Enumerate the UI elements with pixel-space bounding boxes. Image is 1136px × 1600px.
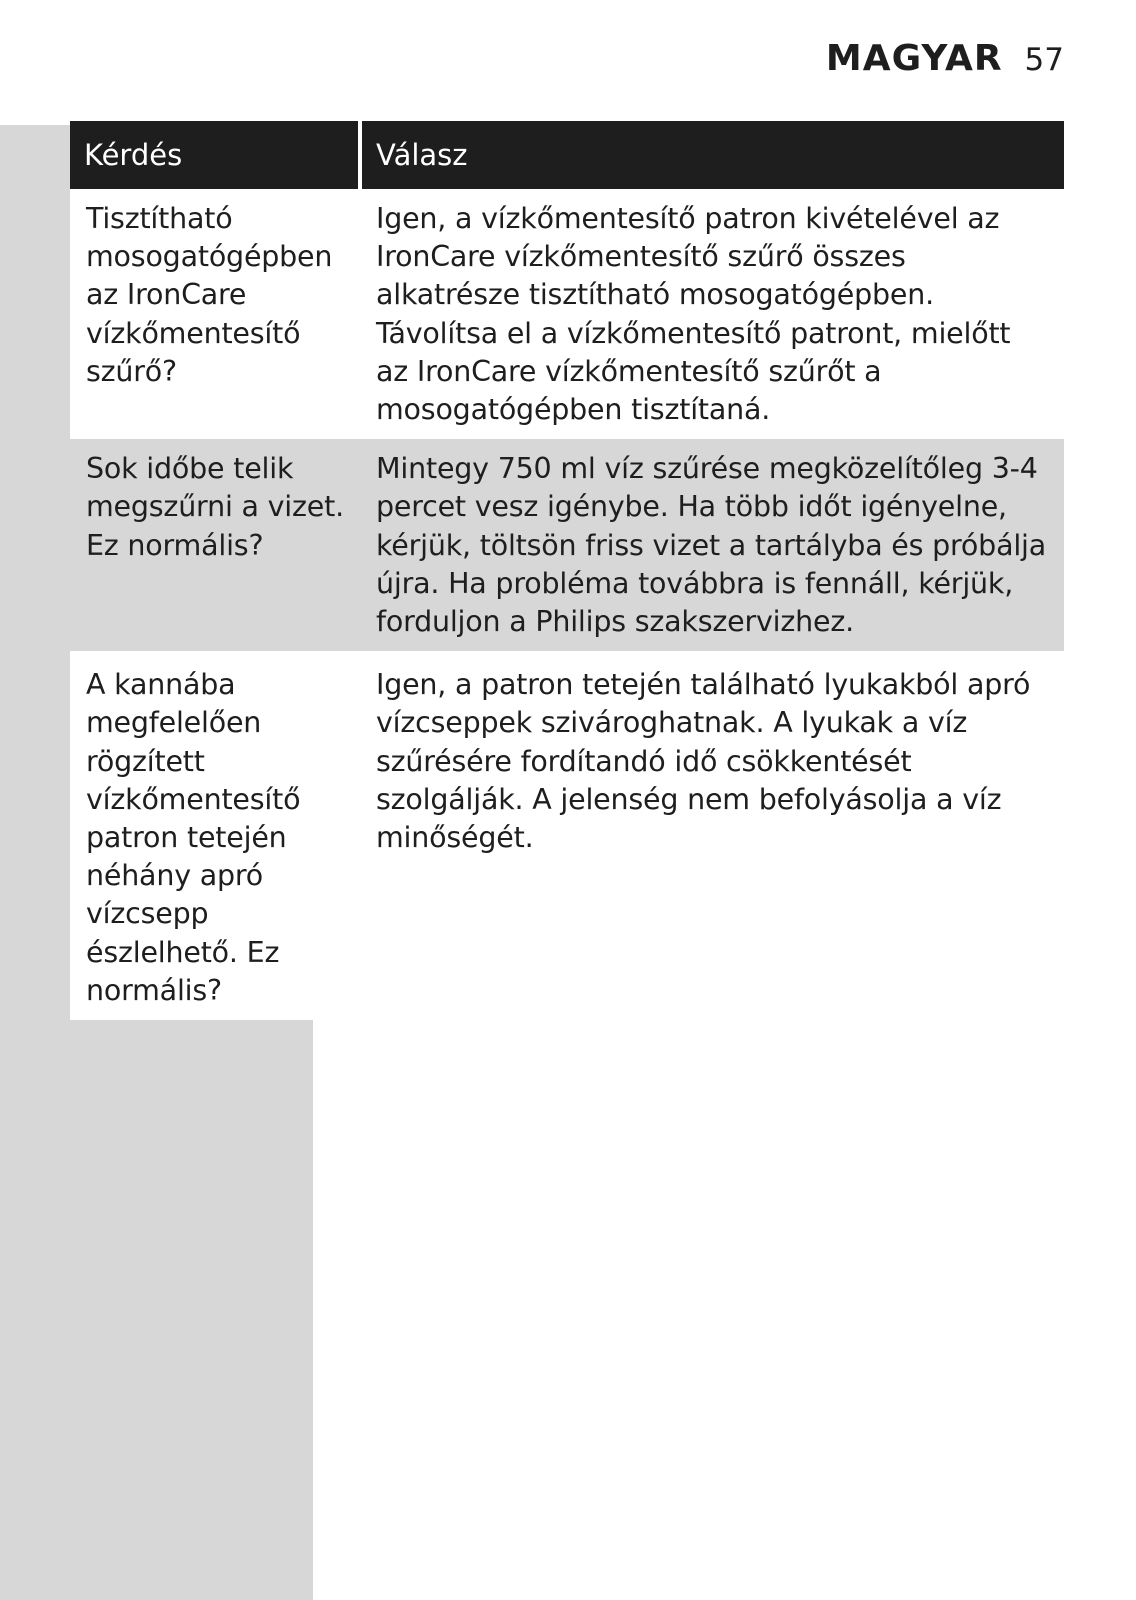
question-cell: Tisztítható mosogatógépben az IronCare vízkőmentesítő szűrő? — [70, 189, 360, 439]
page-header — [826, 38, 1064, 79]
table-header-row — [70, 121, 1064, 189]
column-header-answer: Válasz — [360, 121, 1064, 189]
section-title: MAGYAR — [825, 38, 1003, 79]
table-row — [70, 439, 1064, 651]
table-row — [70, 189, 1064, 439]
question-cell: A kannába megfelelően rögzített vízkőmentesítő patron tetején néhány apró vízcsepp észlelhető. Ez normális? — [70, 655, 360, 1020]
question-cell: Sok időbe telik megszűrni a vizet. Ez normális? — [70, 439, 360, 651]
answer-cell: Mintegy 750 ml víz szűrése megközelítőleg 3-4 percet vesz igénybe. Ha több időt igényelne, kérjük, töltsön friss vizet a tartályba és próbálja újra. Ha probléma továbbra is fennáll, kérjük, forduljon a Philips szakszervizhez. — [360, 439, 1064, 651]
faq-table — [70, 121, 1064, 1020]
page-number: 57 — [1024, 42, 1064, 78]
column-header-question: Kérdés — [70, 121, 360, 189]
answer-cell: Igen, a vízkőmentesítő patron kivételével az IronCare vízkőmentesítő szűrő összes alkatrésze tisztítható mosogatógépben. Távolítsa el a vízkőmentesítő patront, mielőtt az IronCare vízkőmentesítő szűrőt a mosogatógépben tisztítaná. — [360, 189, 1064, 439]
answer-cell: Igen, a patron tetején található lyukakból apró vízcseppek szivároghatnak. A lyukak a víz szűrésére fordítandó idő csökkentését szolgálják. A jelenség nem befolyásolja a víz minőségét. — [360, 655, 1064, 1020]
table-row — [70, 655, 1064, 1020]
